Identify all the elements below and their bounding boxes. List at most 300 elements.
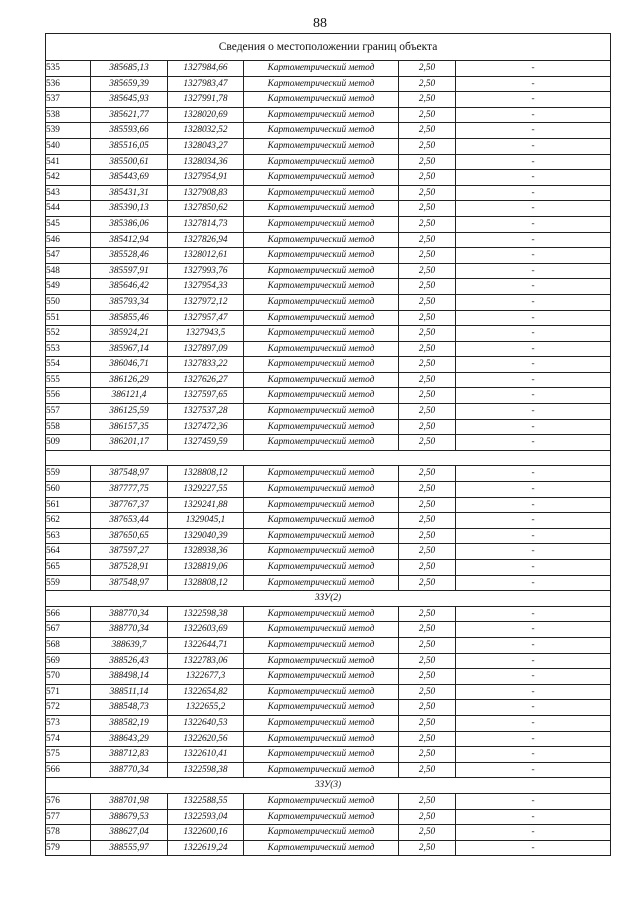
- method-cell: Картометрический метод: [244, 653, 399, 669]
- table-title-row: [46, 34, 611, 61]
- table-row: [46, 466, 611, 482]
- description-cell: -: [456, 294, 611, 310]
- description-cell: -: [456, 61, 611, 77]
- table-row: [46, 341, 611, 357]
- y-coordinate-cell: 1329040,39: [168, 528, 244, 544]
- precision-cell: 2,50: [399, 170, 456, 186]
- table-row: [46, 637, 611, 653]
- method-cell: Картометрический метод: [244, 809, 399, 825]
- x-coordinate-cell: 385516,05: [91, 138, 168, 154]
- y-coordinate-cell: 1327943,5: [168, 326, 244, 342]
- y-coordinate-cell: 1327957,47: [168, 310, 244, 326]
- x-coordinate-cell: 387767,37: [91, 497, 168, 513]
- y-coordinate-cell: 1329045,1: [168, 513, 244, 529]
- y-coordinate-cell: 1327833,22: [168, 357, 244, 373]
- table-row: [46, 232, 611, 248]
- x-coordinate-cell: 385685,13: [91, 61, 168, 77]
- y-coordinate-cell: 1322783,06: [168, 653, 244, 669]
- precision-cell: 2,50: [399, 809, 456, 825]
- precision-cell: 2,50: [399, 793, 456, 809]
- point-number-cell: 537: [46, 92, 91, 108]
- y-coordinate-cell: 1322677,3: [168, 669, 244, 685]
- y-coordinate-cell: 1322598,38: [168, 606, 244, 622]
- x-coordinate-cell: 385593,66: [91, 123, 168, 139]
- x-coordinate-cell: 385412,94: [91, 232, 168, 248]
- table-row: [46, 731, 611, 747]
- x-coordinate-cell: 388770,34: [91, 606, 168, 622]
- description-cell: -: [456, 232, 611, 248]
- description-cell: -: [456, 513, 611, 529]
- table-row: [46, 326, 611, 342]
- precision-cell: 2,50: [399, 279, 456, 295]
- point-number-cell: 539: [46, 123, 91, 139]
- method-cell: Картометрический метод: [244, 294, 399, 310]
- y-coordinate-cell: 1327850,62: [168, 201, 244, 217]
- description-cell: -: [456, 606, 611, 622]
- method-cell: Картометрический метод: [244, 310, 399, 326]
- point-number-cell: 574: [46, 731, 91, 747]
- precision-cell: 2,50: [399, 653, 456, 669]
- table-row: [46, 825, 611, 841]
- method-cell: Картометрический метод: [244, 107, 399, 123]
- y-coordinate-cell: 1322619,24: [168, 840, 244, 856]
- table-row: [46, 497, 611, 513]
- method-cell: Картометрический метод: [244, 435, 399, 451]
- y-coordinate-cell: 1327908,83: [168, 185, 244, 201]
- method-cell: Картометрический метод: [244, 762, 399, 778]
- description-cell: -: [456, 435, 611, 451]
- precision-cell: 2,50: [399, 622, 456, 638]
- precision-cell: 2,50: [399, 201, 456, 217]
- point-number-cell: 563: [46, 528, 91, 544]
- y-coordinate-cell: 1329241,88: [168, 497, 244, 513]
- y-coordinate-cell: 1328808,12: [168, 575, 244, 591]
- table-row: [46, 700, 611, 716]
- y-coordinate-cell: 1329227,55: [168, 482, 244, 498]
- blank-row: [46, 450, 611, 466]
- point-number-cell: 540: [46, 138, 91, 154]
- point-number-cell: 554: [46, 357, 91, 373]
- section-label: 3ЗУ(2): [46, 591, 611, 607]
- point-number-cell: 548: [46, 263, 91, 279]
- table-row: [46, 793, 611, 809]
- y-coordinate-cell: 1327459,59: [168, 435, 244, 451]
- x-coordinate-cell: 388526,43: [91, 653, 168, 669]
- y-coordinate-cell: 1328012,61: [168, 248, 244, 264]
- section-label: 3ЗУ(3): [46, 778, 611, 794]
- method-cell: Картометрический метод: [244, 622, 399, 638]
- method-cell: Картометрический метод: [244, 840, 399, 856]
- precision-cell: 2,50: [399, 388, 456, 404]
- point-number-cell: 579: [46, 840, 91, 856]
- table-row: [46, 482, 611, 498]
- precision-cell: 2,50: [399, 76, 456, 92]
- method-cell: Картометрический метод: [244, 216, 399, 232]
- description-cell: -: [456, 170, 611, 186]
- point-number-cell: 560: [46, 482, 91, 498]
- y-coordinate-cell: 1328808,12: [168, 466, 244, 482]
- point-number-cell: 562: [46, 513, 91, 529]
- point-number-cell: 566: [46, 606, 91, 622]
- description-cell: -: [456, 279, 611, 295]
- method-cell: Картометрический метод: [244, 123, 399, 139]
- method-cell: Картометрический метод: [244, 731, 399, 747]
- description-cell: -: [456, 762, 611, 778]
- section-header-row: [46, 778, 611, 794]
- precision-cell: 2,50: [399, 528, 456, 544]
- description-cell: -: [456, 793, 611, 809]
- precision-cell: 2,50: [399, 513, 456, 529]
- method-cell: Картометрический метод: [244, 528, 399, 544]
- precision-cell: 2,50: [399, 466, 456, 482]
- x-coordinate-cell: 385967,14: [91, 341, 168, 357]
- precision-cell: 2,50: [399, 840, 456, 856]
- table-row: [46, 154, 611, 170]
- method-cell: Картометрический метод: [244, 700, 399, 716]
- table-row: [46, 653, 611, 669]
- table-row: [46, 76, 611, 92]
- y-coordinate-cell: 1327826,94: [168, 232, 244, 248]
- method-cell: Картометрический метод: [244, 279, 399, 295]
- table-row: [46, 419, 611, 435]
- x-coordinate-cell: 385443,69: [91, 170, 168, 186]
- precision-cell: 2,50: [399, 669, 456, 685]
- description-cell: -: [456, 388, 611, 404]
- y-coordinate-cell: 1327472,36: [168, 419, 244, 435]
- method-cell: Картометрический метод: [244, 793, 399, 809]
- x-coordinate-cell: 387548,97: [91, 575, 168, 591]
- y-coordinate-cell: 1327597,65: [168, 388, 244, 404]
- table-row: [46, 544, 611, 560]
- method-cell: Картометрический метод: [244, 232, 399, 248]
- point-number-cell: 509: [46, 435, 91, 451]
- method-cell: Картометрический метод: [244, 606, 399, 622]
- table-row: [46, 201, 611, 217]
- point-number-cell: 575: [46, 747, 91, 763]
- method-cell: Картометрический метод: [244, 560, 399, 576]
- description-cell: -: [456, 809, 611, 825]
- point-number-cell: 543: [46, 185, 91, 201]
- method-cell: Картометрический метод: [244, 544, 399, 560]
- table-row: [46, 715, 611, 731]
- table-row: [46, 669, 611, 685]
- x-coordinate-cell: 386126,29: [91, 372, 168, 388]
- x-coordinate-cell: 387777,75: [91, 482, 168, 498]
- x-coordinate-cell: 385659,39: [91, 76, 168, 92]
- y-coordinate-cell: 1328938,36: [168, 544, 244, 560]
- precision-cell: 2,50: [399, 263, 456, 279]
- y-coordinate-cell: 1322593,04: [168, 809, 244, 825]
- y-coordinate-cell: 1327993,76: [168, 263, 244, 279]
- point-number-cell: 570: [46, 669, 91, 685]
- x-coordinate-cell: 385645,93: [91, 92, 168, 108]
- x-coordinate-cell: 388498,14: [91, 669, 168, 685]
- y-coordinate-cell: 1327626,27: [168, 372, 244, 388]
- point-number-cell: 549: [46, 279, 91, 295]
- y-coordinate-cell: 1328034,36: [168, 154, 244, 170]
- description-cell: -: [456, 482, 611, 498]
- point-number-cell: 567: [46, 622, 91, 638]
- description-cell: -: [456, 107, 611, 123]
- precision-cell: 2,50: [399, 310, 456, 326]
- y-coordinate-cell: 1327537,28: [168, 404, 244, 420]
- table-row: [46, 123, 611, 139]
- table-row: [46, 310, 611, 326]
- y-coordinate-cell: 1322620,56: [168, 731, 244, 747]
- table-row: [46, 809, 611, 825]
- point-number-cell: 555: [46, 372, 91, 388]
- y-coordinate-cell: 1327991,78: [168, 92, 244, 108]
- description-cell: -: [456, 637, 611, 653]
- precision-cell: 2,50: [399, 326, 456, 342]
- x-coordinate-cell: 388582,19: [91, 715, 168, 731]
- precision-cell: 2,50: [399, 372, 456, 388]
- x-coordinate-cell: 387653,44: [91, 513, 168, 529]
- x-coordinate-cell: 388511,14: [91, 684, 168, 700]
- x-coordinate-cell: 388639,7: [91, 637, 168, 653]
- precision-cell: 2,50: [399, 154, 456, 170]
- point-number-cell: 565: [46, 560, 91, 576]
- method-cell: Картометрический метод: [244, 138, 399, 154]
- y-coordinate-cell: 1327984,66: [168, 61, 244, 77]
- method-cell: Картометрический метод: [244, 388, 399, 404]
- description-cell: -: [456, 700, 611, 716]
- x-coordinate-cell: 385855,46: [91, 310, 168, 326]
- description-cell: -: [456, 466, 611, 482]
- x-coordinate-cell: 388548,73: [91, 700, 168, 716]
- table-row: [46, 263, 611, 279]
- description-cell: -: [456, 216, 611, 232]
- precision-cell: 2,50: [399, 294, 456, 310]
- method-cell: Картометрический метод: [244, 825, 399, 841]
- description-cell: -: [456, 731, 611, 747]
- y-coordinate-cell: 1322600,16: [168, 825, 244, 841]
- point-number-cell: 577: [46, 809, 91, 825]
- table-row: [46, 840, 611, 856]
- method-cell: Картометрический метод: [244, 372, 399, 388]
- table-row: [46, 606, 611, 622]
- table-row: [46, 185, 611, 201]
- method-cell: Картометрический метод: [244, 684, 399, 700]
- description-cell: -: [456, 840, 611, 856]
- point-number-cell: 542: [46, 170, 91, 186]
- precision-cell: 2,50: [399, 700, 456, 716]
- y-coordinate-cell: 1328020,69: [168, 107, 244, 123]
- x-coordinate-cell: 387650,65: [91, 528, 168, 544]
- table-row: [46, 404, 611, 420]
- method-cell: Картометрический метод: [244, 154, 399, 170]
- precision-cell: 2,50: [399, 762, 456, 778]
- method-cell: Картометрический метод: [244, 201, 399, 217]
- description-cell: -: [456, 92, 611, 108]
- table-row: [46, 622, 611, 638]
- precision-cell: 2,50: [399, 107, 456, 123]
- x-coordinate-cell: 386121,4: [91, 388, 168, 404]
- method-cell: Картометрический метод: [244, 466, 399, 482]
- x-coordinate-cell: 386201,17: [91, 435, 168, 451]
- point-number-cell: 568: [46, 637, 91, 653]
- point-number-cell: 572: [46, 700, 91, 716]
- description-cell: -: [456, 404, 611, 420]
- description-cell: -: [456, 138, 611, 154]
- description-cell: -: [456, 575, 611, 591]
- y-coordinate-cell: 1327972,12: [168, 294, 244, 310]
- table-row: [46, 92, 611, 108]
- description-cell: -: [456, 684, 611, 700]
- y-coordinate-cell: 1327954,33: [168, 279, 244, 295]
- y-coordinate-cell: 1328032,52: [168, 123, 244, 139]
- y-coordinate-cell: 1322654,82: [168, 684, 244, 700]
- y-coordinate-cell: 1322610,41: [168, 747, 244, 763]
- method-cell: Картометрический метод: [244, 263, 399, 279]
- precision-cell: 2,50: [399, 637, 456, 653]
- method-cell: Картометрический метод: [244, 170, 399, 186]
- point-number-cell: 556: [46, 388, 91, 404]
- x-coordinate-cell: 388770,34: [91, 762, 168, 778]
- precision-cell: 2,50: [399, 92, 456, 108]
- x-coordinate-cell: 385390,13: [91, 201, 168, 217]
- y-coordinate-cell: 1328819,06: [168, 560, 244, 576]
- x-coordinate-cell: 385431,31: [91, 185, 168, 201]
- description-cell: -: [456, 154, 611, 170]
- precision-cell: 2,50: [399, 747, 456, 763]
- description-cell: -: [456, 497, 611, 513]
- x-coordinate-cell: 385386,06: [91, 216, 168, 232]
- point-number-cell: 547: [46, 248, 91, 264]
- point-number-cell: 552: [46, 326, 91, 342]
- description-cell: -: [456, 419, 611, 435]
- table-row: [46, 435, 611, 451]
- table-row: [46, 747, 611, 763]
- y-coordinate-cell: 1322640,53: [168, 715, 244, 731]
- method-cell: Картометрический метод: [244, 248, 399, 264]
- point-number-cell: 578: [46, 825, 91, 841]
- table-row: [46, 388, 611, 404]
- point-number-cell: 544: [46, 201, 91, 217]
- y-coordinate-cell: 1327983,47: [168, 76, 244, 92]
- description-cell: -: [456, 326, 611, 342]
- x-coordinate-cell: 388627,04: [91, 825, 168, 841]
- table-row: [46, 575, 611, 591]
- x-coordinate-cell: 388555,97: [91, 840, 168, 856]
- precision-cell: 2,50: [399, 684, 456, 700]
- point-number-cell: 538: [46, 107, 91, 123]
- x-coordinate-cell: 385621,77: [91, 107, 168, 123]
- x-coordinate-cell: 388679,53: [91, 809, 168, 825]
- point-number-cell: 546: [46, 232, 91, 248]
- precision-cell: 2,50: [399, 61, 456, 77]
- method-cell: Картометрический метод: [244, 669, 399, 685]
- x-coordinate-cell: 385924,21: [91, 326, 168, 342]
- description-cell: -: [456, 341, 611, 357]
- table-row: [46, 684, 611, 700]
- x-coordinate-cell: 386046,71: [91, 357, 168, 373]
- x-coordinate-cell: 387528,91: [91, 560, 168, 576]
- precision-cell: 2,50: [399, 575, 456, 591]
- description-cell: -: [456, 310, 611, 326]
- table-row: [46, 560, 611, 576]
- table-row: [46, 357, 611, 373]
- x-coordinate-cell: 388770,34: [91, 622, 168, 638]
- point-number-cell: 559: [46, 575, 91, 591]
- precision-cell: 2,50: [399, 497, 456, 513]
- table-row: [46, 248, 611, 264]
- y-coordinate-cell: 1328043,27: [168, 138, 244, 154]
- description-cell: -: [456, 528, 611, 544]
- precision-cell: 2,50: [399, 123, 456, 139]
- description-cell: -: [456, 825, 611, 841]
- description-cell: -: [456, 263, 611, 279]
- table-row: [46, 762, 611, 778]
- precision-cell: 2,50: [399, 138, 456, 154]
- precision-cell: 2,50: [399, 341, 456, 357]
- point-number-cell: 541: [46, 154, 91, 170]
- y-coordinate-cell: 1327954,91: [168, 170, 244, 186]
- blank-cell: [46, 450, 611, 466]
- x-coordinate-cell: 385500,61: [91, 154, 168, 170]
- table-row: [46, 170, 611, 186]
- description-cell: -: [456, 544, 611, 560]
- point-number-cell: 550: [46, 294, 91, 310]
- method-cell: Картометрический метод: [244, 747, 399, 763]
- precision-cell: 2,50: [399, 435, 456, 451]
- precision-cell: 2,50: [399, 560, 456, 576]
- point-number-cell: 535: [46, 61, 91, 77]
- method-cell: Картометрический метод: [244, 185, 399, 201]
- precision-cell: 2,50: [399, 216, 456, 232]
- x-coordinate-cell: 387548,97: [91, 466, 168, 482]
- method-cell: Картометрический метод: [244, 404, 399, 420]
- y-coordinate-cell: 1322588,55: [168, 793, 244, 809]
- table-row: [46, 372, 611, 388]
- table-title: Сведения о местоположении границ объекта: [46, 34, 611, 61]
- x-coordinate-cell: 386157,35: [91, 419, 168, 435]
- x-coordinate-cell: 388643,29: [91, 731, 168, 747]
- point-number-cell: 569: [46, 653, 91, 669]
- point-number-cell: 561: [46, 497, 91, 513]
- precision-cell: 2,50: [399, 544, 456, 560]
- x-coordinate-cell: 385646,42: [91, 279, 168, 295]
- description-cell: -: [456, 372, 611, 388]
- point-number-cell: 573: [46, 715, 91, 731]
- precision-cell: 2,50: [399, 185, 456, 201]
- description-cell: -: [456, 747, 611, 763]
- point-number-cell: 564: [46, 544, 91, 560]
- description-cell: -: [456, 653, 611, 669]
- method-cell: Картометрический метод: [244, 326, 399, 342]
- method-cell: Картометрический метод: [244, 419, 399, 435]
- x-coordinate-cell: 386125,59: [91, 404, 168, 420]
- point-number-cell: 571: [46, 684, 91, 700]
- precision-cell: 2,50: [399, 404, 456, 420]
- description-cell: -: [456, 185, 611, 201]
- description-cell: -: [456, 76, 611, 92]
- description-cell: -: [456, 248, 611, 264]
- method-cell: Картометрический метод: [244, 715, 399, 731]
- y-coordinate-cell: 1322655,2: [168, 700, 244, 716]
- method-cell: Картометрический метод: [244, 637, 399, 653]
- x-coordinate-cell: 385597,91: [91, 263, 168, 279]
- point-number-cell: 559: [46, 466, 91, 482]
- precision-cell: 2,50: [399, 731, 456, 747]
- method-cell: Картометрический метод: [244, 482, 399, 498]
- x-coordinate-cell: 385528,46: [91, 248, 168, 264]
- table-row: [46, 107, 611, 123]
- description-cell: -: [456, 560, 611, 576]
- page-number: 88: [313, 16, 327, 31]
- precision-cell: 2,50: [399, 248, 456, 264]
- x-coordinate-cell: 388701,98: [91, 793, 168, 809]
